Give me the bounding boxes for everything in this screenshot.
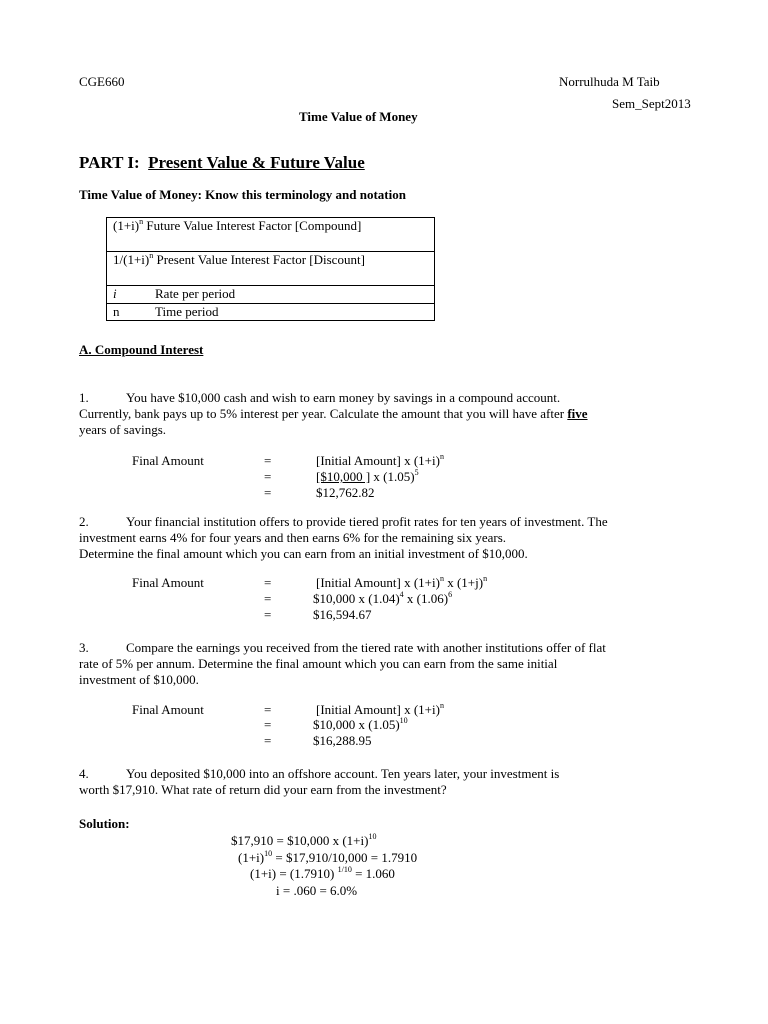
table-row [107,304,435,321]
q4-number: 4. [79,766,89,781]
rate-symbol: i [107,286,150,304]
table-row [107,286,435,304]
solution-step-2: $(1+i)^{10}$ = $17,910/10,000 = 1.7910 [238,849,418,865]
equals: = [264,453,272,468]
equals: = [264,717,272,732]
document-title: Time Value of Money [299,109,418,124]
q2-number: 2. [79,514,89,529]
equals: = [264,575,272,590]
q2-line2: investment earns 4% for four years and then earns 6% for the remaining six years. [79,530,507,545]
rate-desc: Rate per period [149,286,435,304]
terminology-table [106,217,435,321]
q1-line3: years of savings. [79,422,167,437]
part1-title: Present Value & Future Value [148,153,365,172]
solution-step-1: $17,910 = $10,000 x $(1+i)^{10}$ [231,832,377,848]
q3-formula-2: $10,000 x $(1.05)^{10}$ [313,716,408,732]
q1-formula-1: [Initial Amount] x $(1+i)^n$ [316,452,444,468]
solution-step-4: i = .060 = 6.0% [276,883,358,898]
q1-line2: Currently, bank pays up to 5% interest per year. Calculate the amount that you will have after [79,406,568,421]
q3-formula-1: [Initial Amount] x $(1+i)^n$ [316,701,444,717]
equals: = [264,469,272,484]
question-2 [79,514,679,562]
q4-line2: worth $17,910. What rate of return did your earn from the investment? [79,782,447,797]
part1-heading [79,153,365,173]
q2-line1: Your financial institution offers to provide tiered profit rates for ten years of investment. The [126,514,608,529]
table-row [107,218,435,252]
part1-prefix: PART I: [79,153,140,172]
q1-formula-2: [$10,000 ] x $(1.05)^5$ [316,468,419,484]
table-row [107,252,435,286]
q3-number: 3. [79,640,89,655]
question-1 [79,390,679,438]
q2-formula-2: $10,000 x $(1.04)^4$ x $(1.06)^6$ [313,590,453,606]
course-code: CGE660 [79,74,125,89]
equals: = [264,733,272,748]
semester: Sem_Sept2013 [612,96,691,111]
period-desc: Time period [149,304,435,321]
q1-label: Final Amount [132,453,204,468]
q3-label: Final Amount [132,702,204,717]
solution-heading: Solution: [79,816,130,831]
fv-factor-symbol: (1+i) [113,218,140,233]
period-symbol: n [107,304,150,321]
equals: = [264,702,272,717]
q2-formula-1: [Initial Amount] x $(1+i)^n$ x $(1+j)^n$ [316,574,488,590]
question-4 [79,766,679,798]
pv-factor-desc: Present Value Interest Factor [Discount] [153,252,365,267]
q4-line1: You deposited $10,000 into an offshore account. Ten years later, your investment is [126,766,560,781]
q2-line3: Determine the final amount which you can earn from an initial investment of $10,000. [79,546,528,561]
q1-emphasis: five [567,406,588,421]
pv-factor-exponent: n [149,251,154,260]
section-a-heading: A. Compound Interest [79,342,204,357]
q2-result: $16,594.67 [313,607,372,622]
q3-line2: rate of 5% per annum. Determine the final amount which you can earn from the same initial [79,656,558,671]
fv-factor-exponent: n [139,217,144,226]
equals: = [264,485,272,500]
question-3 [79,640,679,688]
equals: = [264,607,272,622]
q2-label: Final Amount [132,575,204,590]
fv-factor-desc: Future Value Interest Factor [Compound] [143,218,362,233]
q3-result: $16,288.95 [313,733,372,748]
q1-result: $12,762.82 [316,485,375,500]
q1-number: 1. [79,390,89,405]
q3-line1: Compare the earnings you received from the tiered rate with another institutions offer of flat [126,640,606,655]
q3-line3: investment of $10,000. [79,672,199,687]
solution-step-3: (1+i) = (1.7910) $^{1/10}$ = 1.060 [250,865,395,881]
terminology-heading: Time Value of Money: Know this terminology and notation [79,187,406,202]
q1-line1: You have $10,000 cash and wish to earn money by savings in a compound account. [126,390,561,405]
pv-factor-symbol: 1/(1+i) [113,252,150,267]
equals: = [264,591,272,606]
author-name: Norrulhuda M Taib [559,74,660,89]
